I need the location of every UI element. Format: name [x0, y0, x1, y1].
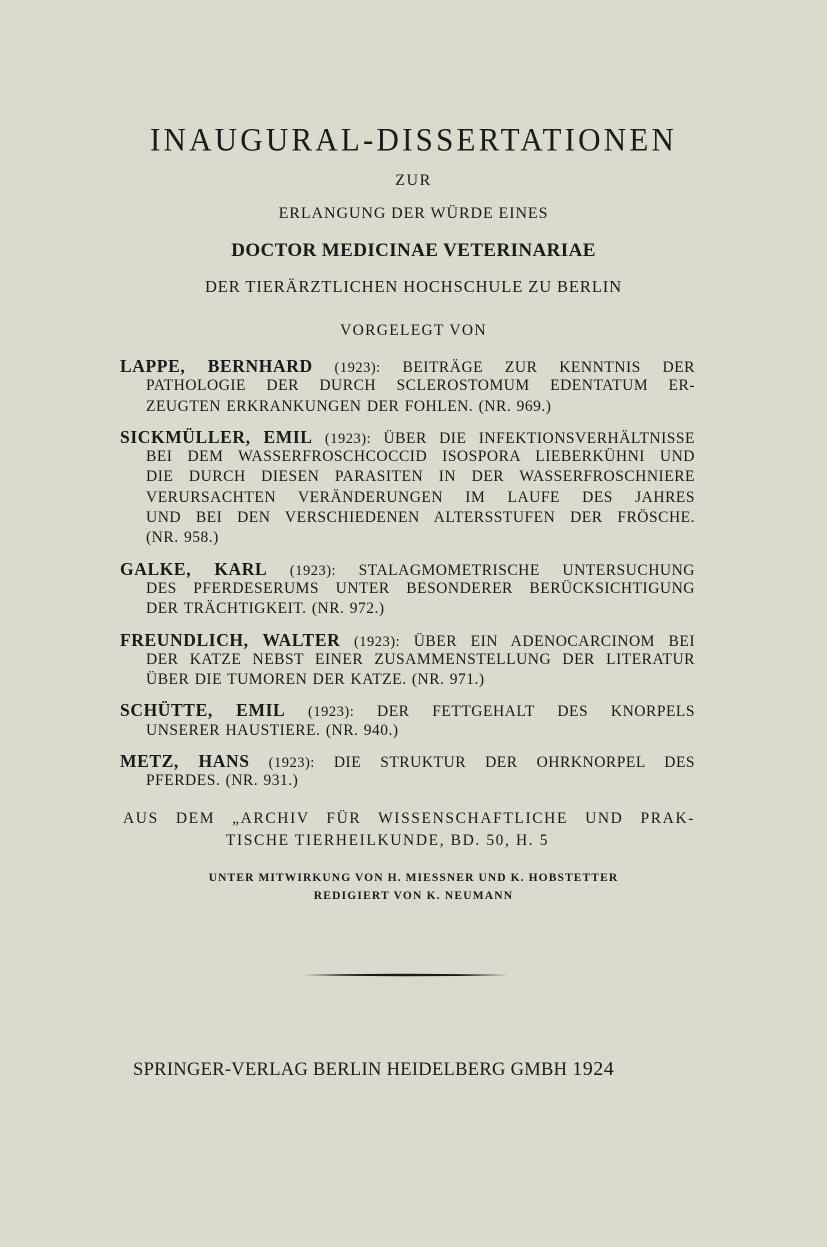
author-name: LAPPE, BERNHARD: [120, 356, 313, 376]
archive-reference: [120, 808, 695, 852]
presented-by: VORGELEGT VON: [340, 322, 487, 339]
dissertation-entry: [120, 427, 695, 549]
entry-year: (1923):: [334, 360, 381, 376]
entry-text: DES PFERDESERUMS UNTER BESONDERER BERÜCKSICHTIGUNG: [146, 579, 695, 597]
entry-text: STALAGMOMETRISCHE UNTERSUCHUNG: [358, 561, 695, 579]
entry-text: DER FETTGEHALT DES KNORPELS: [377, 703, 696, 721]
entry-text: ÜBER DIE INFEKTIONSVERHÄLTNISSE: [383, 429, 695, 447]
author-name: SCHÜTTE, EMIL: [120, 700, 286, 721]
entry-text: ÜBER EIN ADENOCARCINOM BEI: [413, 632, 696, 650]
page-title: INAUGURAL-DISSERTATIONEN: [149, 121, 678, 158]
entry-text: DER TRÄCHTIGKEIT. (NR. 972.): [146, 600, 385, 618]
entry-text: BEITRÄGE ZUR KENNTNIS DER: [402, 359, 696, 376]
publisher-imprint: [133, 1058, 614, 1081]
degree-title: DOCTOR MEDICINAE VETERINARIAE: [231, 240, 596, 261]
author-name: FREUNDLICH, WALTER: [120, 629, 341, 650]
subtitle-erlangung: ERLANGUNG DER WÜRDE EINES: [278, 205, 549, 222]
dissertation-entry: [120, 700, 695, 741]
entry-year: (1923):: [268, 755, 315, 772]
entry-text: VERURSACHTEN VERÄNDERUNGEN IM LAUFE DES JAHRES: [146, 488, 695, 506]
institution: DER TIERÄRZTLICHEN HOCHSCHULE ZU BERLIN: [204, 277, 623, 296]
entry-text: DIE STRUKTUR DER OHRKNORPEL DES: [333, 754, 696, 772]
entry-text: ÜBER DIE TUMOREN DER KATZE. (NR. 971.): [146, 671, 485, 689]
entry-year: (1923):: [289, 562, 337, 579]
entry-text: PFERDES. (NR. 931.): [146, 772, 299, 790]
dissertation-entry: [120, 356, 695, 417]
author-name: SICKMÜLLER, EMIL: [120, 426, 313, 447]
author-name: METZ, HANS: [120, 751, 250, 772]
dissertation-entry: [120, 630, 695, 691]
entry-text: UND BEI DEN VERSCHIEDENEN ALTERSSTUFEN DER FRÖSCHE.: [146, 509, 695, 527]
archive-line: TISCHE TIERHEILKUNDE, BD. 50, H. 5: [225, 832, 550, 849]
entry-text: DIE DURCH DIESEN PARASITEN IN DER WASSERFROSCHNIERE: [146, 468, 695, 486]
decorative-rule: [304, 973, 508, 977]
entry-text: BEI DEM WASSERFROSCHCOCCID ISOSPORA LIEBERKÜHNI UND: [146, 448, 695, 466]
entry-year: (1923):: [308, 704, 355, 721]
entry-text: DER KATZE NEBST EINER ZUSAMMENSTELLUNG DER LITERATUR: [146, 650, 695, 668]
entry-text: PATHOLOGIE DER DURCH SCLEROSTOMUM EDENTATUM ER-: [146, 377, 695, 395]
entry-year: (1923):: [324, 430, 372, 447]
publication-year: 1924: [572, 1058, 615, 1080]
dissertation-list: [120, 356, 695, 802]
author-name: GALKE, KARL: [120, 558, 268, 579]
dissertation-entry: [120, 751, 695, 792]
publisher-name: SPRINGER-VERLAG BERLIN HEIDELBERG GMBH: [133, 1060, 568, 1080]
entry-year: (1923):: [353, 633, 401, 650]
archive-line: AUS DEM „ARCHIV FÜR WISSENSCHAFTLICHE UND PRAK-: [123, 810, 695, 827]
dissertation-entry: [120, 559, 695, 620]
collaboration-note: UNTER MITWIRKUNG VON H. MIESSNER UND K. HOBSTETTER: [208, 872, 619, 884]
subtitle-zur: ZUR: [395, 172, 432, 189]
entry-text: UNSERER HAUSTIERE. (NR. 940.): [146, 721, 399, 739]
entry-text: ZEUGTEN ERKRANKUNGEN DER FOHLEN. (NR. 969.): [146, 397, 552, 415]
editor-note: REDIGIERT VON K. NEUMANN: [313, 890, 514, 902]
entry-text: (NR. 958.): [146, 529, 219, 547]
